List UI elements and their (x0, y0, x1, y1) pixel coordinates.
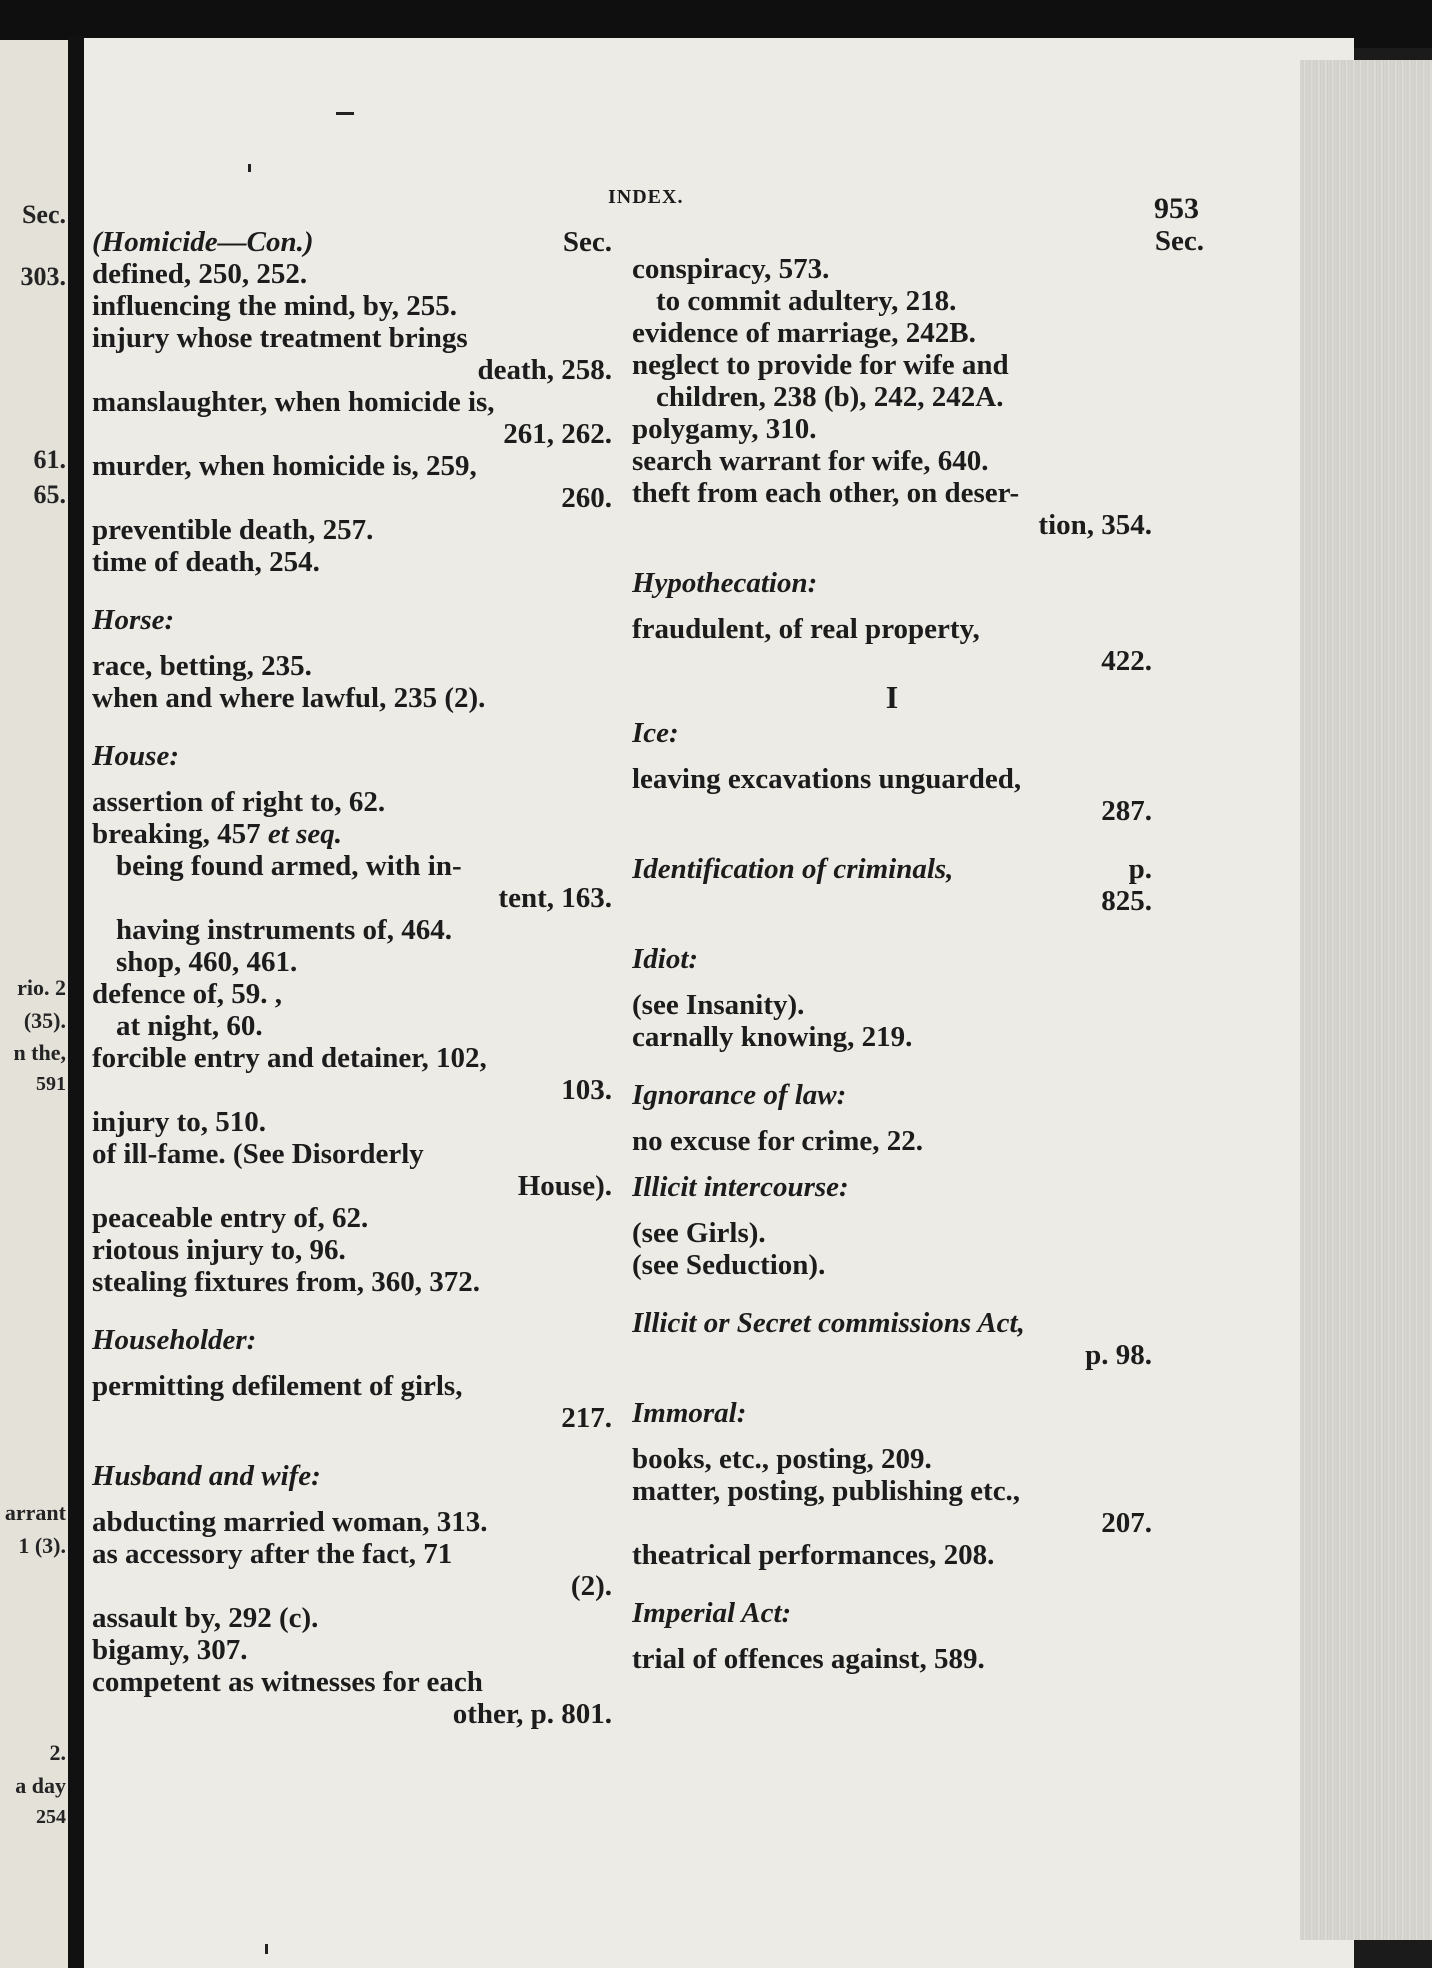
index-entry: peaceable entry of, 62. (92, 1202, 369, 1234)
section-heading: Immoral: (632, 1397, 747, 1429)
index-entry: leaving excavations unguarded, (632, 763, 1022, 795)
index-entry: theatrical performances, 208. (632, 1539, 995, 1571)
ink-speck (248, 164, 251, 172)
index-entry: books, etc., posting, 209. (632, 1443, 932, 1475)
index-entry: injury whose treatment brings (92, 322, 468, 354)
index-subentry: to commit adultery, 218. (656, 285, 957, 317)
index-entry-continuation: death, 258. (477, 354, 612, 386)
index-entry: permitting defilement of girls, (92, 1370, 463, 1402)
index-entry: conspiracy, 573. (632, 253, 830, 285)
index-entry: polygamy, 310. (632, 413, 817, 445)
margin-fragment: arrant (4, 1500, 66, 1525)
index-entry: abducting married woman, 313. (92, 1506, 488, 1538)
index-entry: forcible entry and detainer, 102, (92, 1042, 487, 1074)
index-entry: race, betting, 235. (92, 650, 312, 682)
ink-speck (336, 112, 354, 115)
index-entry: injury to, 510. (92, 1106, 266, 1138)
section-heading: Hypothecation: (632, 567, 818, 599)
index-entry: (see Girls). (632, 1217, 766, 1249)
index-entry: of ill-fame. (See Disorderly (92, 1138, 424, 1170)
index-entry-continuation: 261, 262. (503, 418, 612, 450)
section-heading: Idiot: (632, 943, 699, 975)
letter-divider: I (885, 679, 899, 715)
index-entry-continuation: other, p. 801. (452, 1698, 612, 1730)
margin-sec: Sec. (21, 200, 66, 229)
index-entry: theft from each other, on deser- (632, 477, 1020, 509)
index-entry: murder, when homicide is, 259, (92, 450, 477, 482)
index-entry: defined, 250, 252. (92, 258, 308, 290)
margin-fragment: (35). (23, 1008, 66, 1033)
index-entry-continuation: p. 98. (1085, 1339, 1152, 1371)
margin-fragment: 65. (33, 480, 66, 509)
right-index-column (632, 225, 1204, 1675)
margin-fragment: 254 (36, 1806, 66, 1828)
page-number: 953 (1154, 192, 1199, 225)
margin-fragment: a day (15, 1773, 66, 1798)
index-entry: time of death, 254. (92, 546, 320, 578)
previous-page-strip (0, 40, 72, 1968)
page-edge-stack (1300, 60, 1432, 1940)
margin-fragment: 303. (20, 262, 66, 291)
index-entry-continuation: 287. (1101, 795, 1152, 827)
index-entry: preventible death, 257. (92, 514, 374, 546)
margin-fragment: rio. 2 (17, 975, 66, 1000)
left-index-column (92, 226, 612, 1730)
index-entry: bigamy, 307. (92, 1634, 248, 1666)
index-entry-continuation: (2). (570, 1570, 612, 1602)
index-entry-continuation: 825. (1101, 885, 1152, 917)
index-entry: breaking, 457 et seq. (92, 818, 343, 850)
index-entry: neglect to provide for wife and (632, 349, 1009, 381)
section-heading: Householder: (92, 1324, 257, 1356)
section-heading: Illicit intercourse: (632, 1171, 849, 1203)
index-entry-continuation: tion, 354. (1038, 509, 1152, 541)
section-heading: Ignorance of law: (632, 1079, 847, 1111)
sec-column-label: Sec. (1154, 225, 1204, 257)
homicide-heading-row (92, 226, 612, 258)
index-subentry: children, 238 (b), 242, 242A. (656, 381, 1004, 413)
index-subentry: being found armed, with in- (116, 850, 462, 882)
index-entry: stealing fixtures from, 360, 372. (92, 1266, 480, 1298)
section-heading: Imperial Act: (632, 1597, 792, 1629)
section-heading: House: (92, 740, 179, 772)
margin-fragment: 591 (36, 1073, 66, 1095)
section-heading: Horse: (92, 604, 175, 636)
index-entry: (see Seduction). (632, 1249, 826, 1281)
index-entry-continuation: 422. (1101, 645, 1152, 677)
index-entry: (see Insanity). (632, 989, 805, 1021)
index-entry-continuation: tent, 163. (498, 882, 612, 914)
margin-fragment: n the, (13, 1040, 66, 1065)
index-entry: influencing the mind, by, 255. (92, 290, 457, 322)
index-entry: assertion of right to, 62. (92, 786, 386, 818)
index-entry: defence of, 59. , (92, 978, 283, 1010)
section-heading: Illicit or Secret commissions Act, (632, 1307, 1025, 1339)
section-heading: Ice: (632, 717, 679, 749)
index-entry-continuation: 217. (561, 1402, 612, 1434)
index-subentry: shop, 460, 461. (116, 946, 298, 978)
index-entry: manslaughter, when homicide is, (92, 386, 495, 418)
sec-column-label: Sec. (562, 226, 612, 258)
index-subentry: having instruments of, 464. (116, 914, 452, 946)
index-entry: search warrant for wife, 640. (632, 445, 989, 477)
index-entry: riotous injury to, 96. (92, 1234, 346, 1266)
index-entry: as accessory after the fact, 71 (92, 1538, 453, 1570)
page-reference: p. (1128, 853, 1152, 885)
index-entry: trial of offences against, 589. (632, 1643, 985, 1675)
index-entry-continuation: 207. (1101, 1507, 1152, 1539)
section-heading: Husband and wife: (92, 1460, 321, 1492)
index-entry: matter, posting, publishing etc., (632, 1475, 1021, 1507)
margin-fragment: 2. (49, 1740, 66, 1765)
margin-fragment: 61. (33, 445, 66, 474)
index-subentry: at night, 60. (116, 1010, 263, 1042)
index-entry: evidence of marriage, 242B. (632, 317, 976, 349)
section-heading: (Homicide—Con.) (92, 226, 314, 258)
index-entry: fraudulent, of real property, (632, 613, 980, 645)
margin-fragment: 1 (3). (18, 1533, 66, 1558)
index-entry: competent as witnesses for each (92, 1666, 483, 1698)
index-entry: when and where lawful, 235 (2). (92, 682, 486, 714)
identification-heading-row (632, 853, 1152, 885)
ink-speck (265, 1944, 268, 1954)
index-entry: assault by, 292 (c). (92, 1602, 319, 1634)
index-entry: no excuse for crime, 22. (632, 1125, 923, 1157)
index-entry-continuation: 103. (561, 1074, 612, 1106)
index-entry-continuation: House). (517, 1170, 612, 1202)
index-entry: carnally knowing, 219. (632, 1021, 913, 1053)
page-header-title: INDEX. (608, 186, 684, 208)
index-entry-continuation: 260. (561, 482, 612, 514)
section-heading: Identification of criminals, (632, 853, 954, 885)
